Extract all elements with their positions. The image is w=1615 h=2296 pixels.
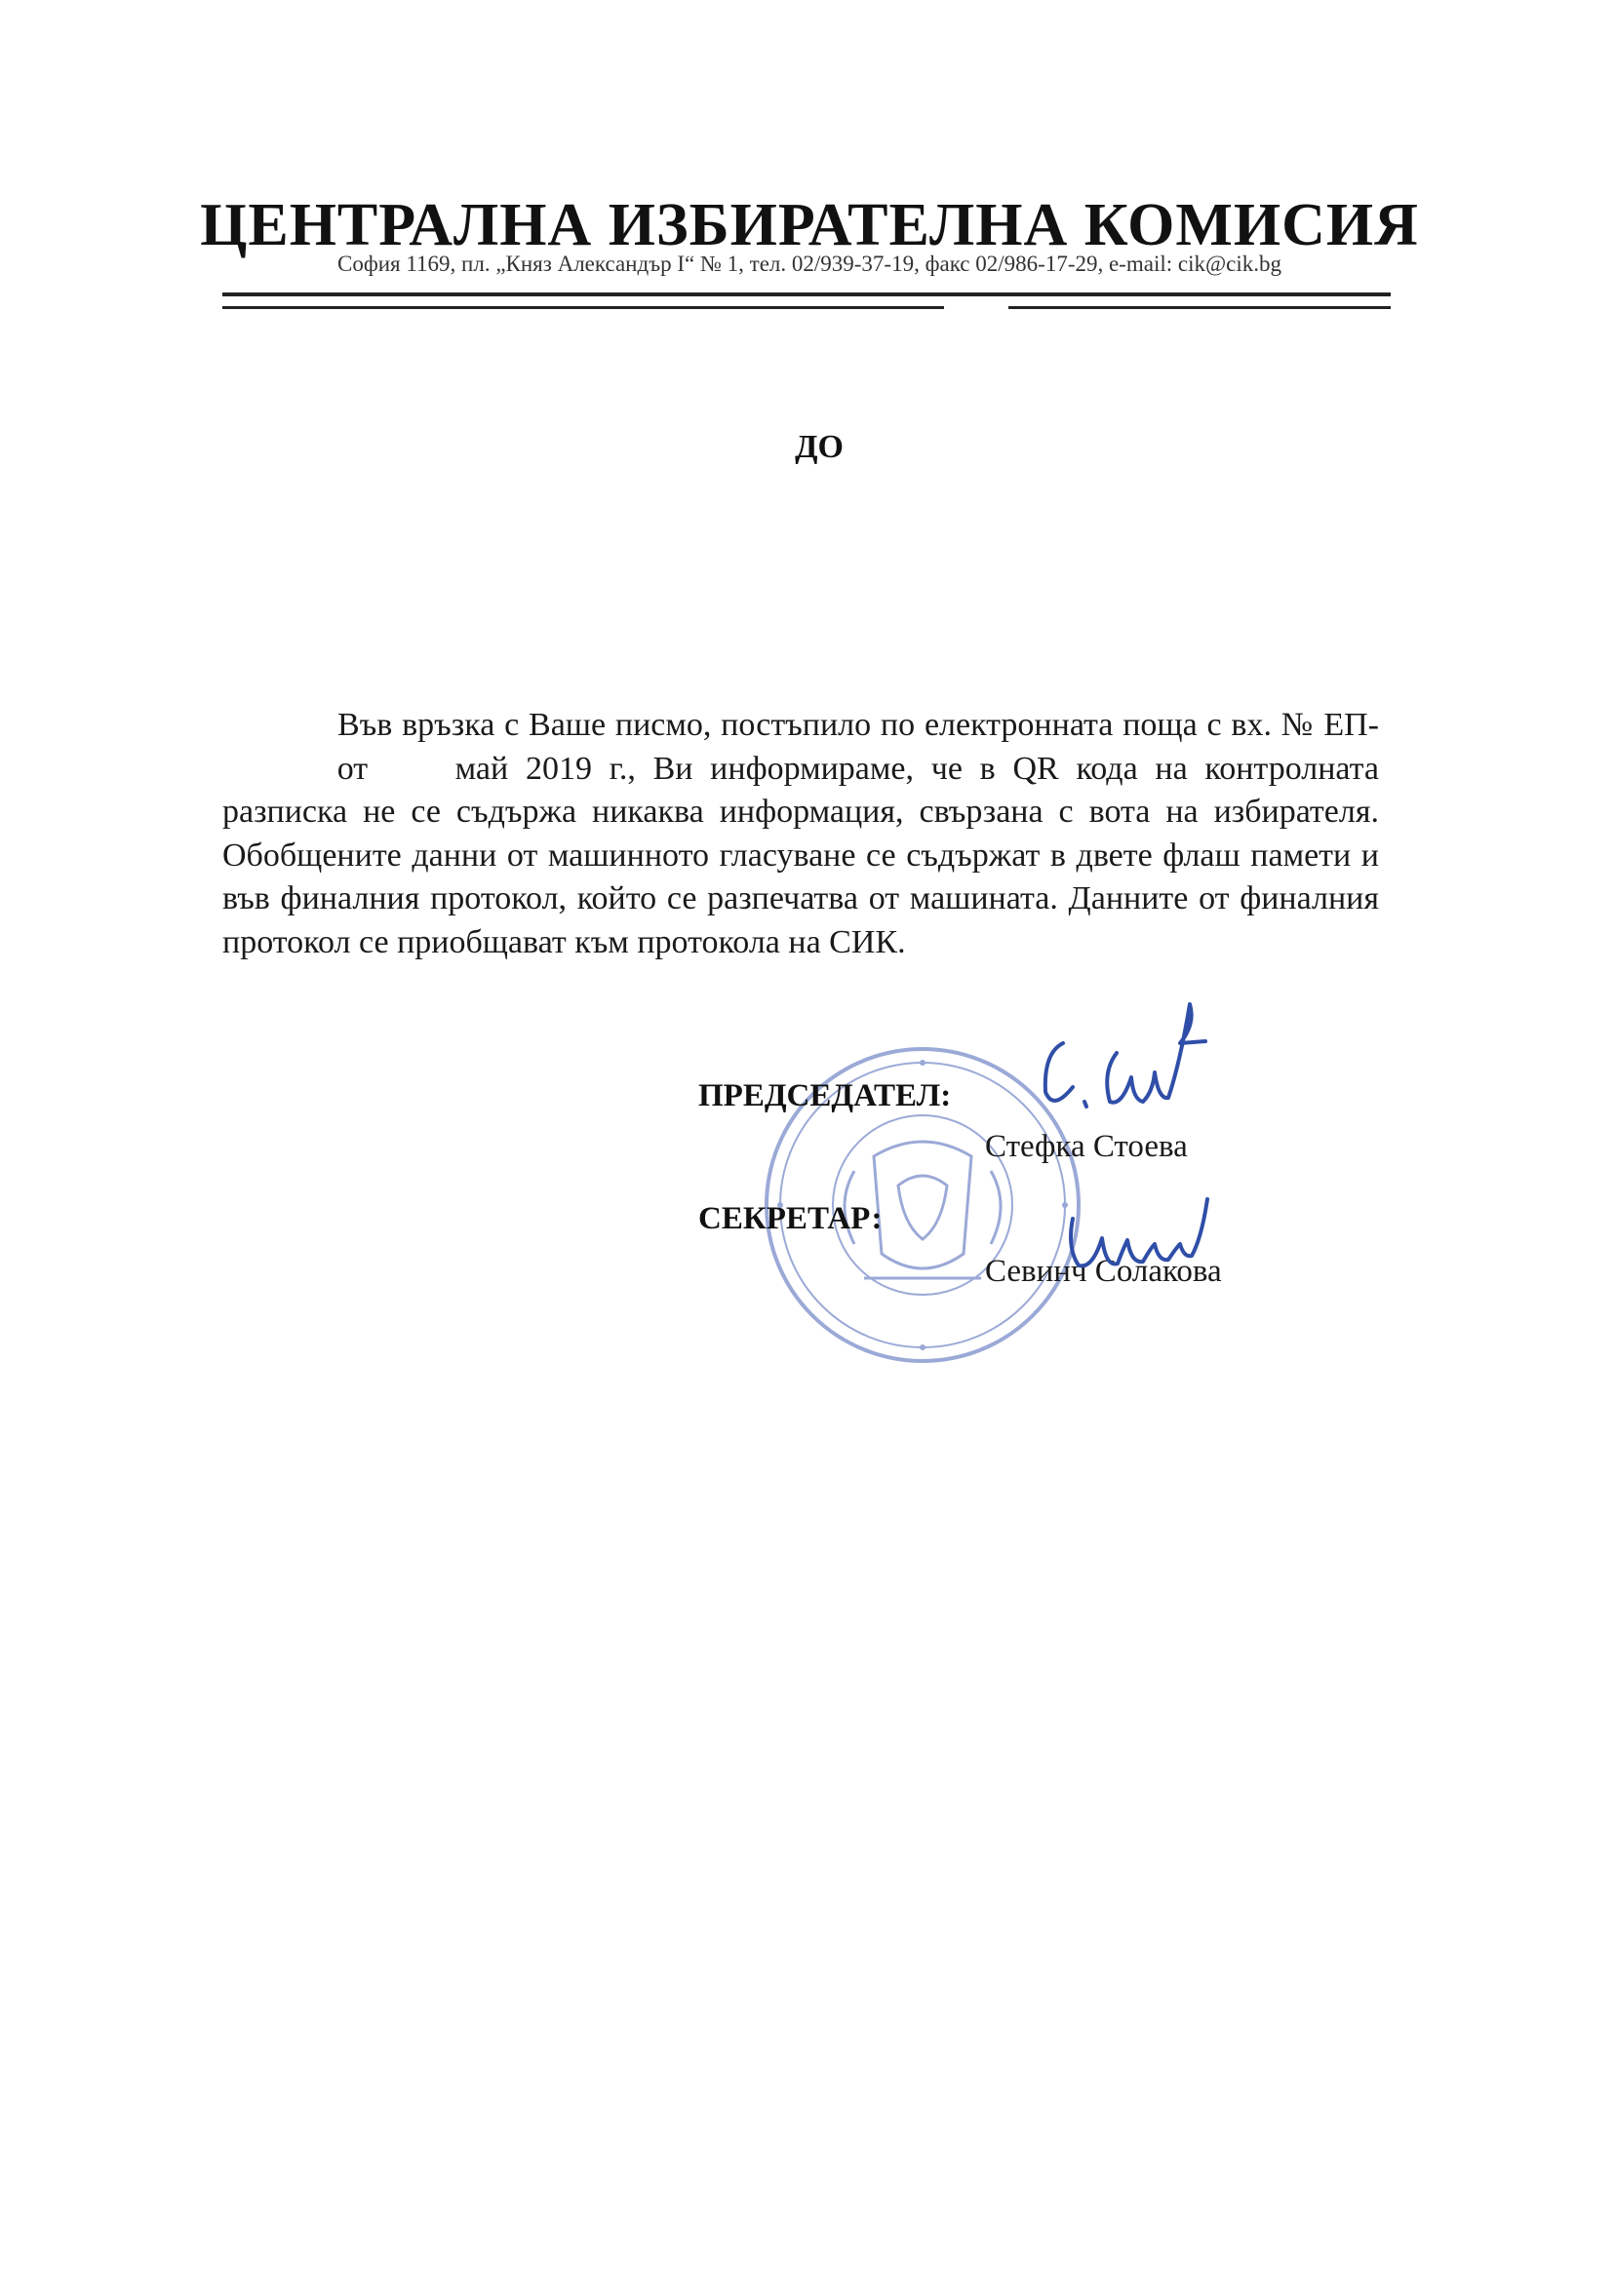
letterhead-rule-bottom-left	[222, 306, 944, 309]
secretary-name: Севинч Солакова	[985, 1254, 1222, 1289]
letterhead-rule-bottom-right	[1008, 306, 1391, 309]
chair-name: Стефка Стоева	[985, 1129, 1188, 1164]
secretary-role-label: СЕКРЕТАР:	[698, 1201, 883, 1236]
letter-text-part-1: Във връзка с Ваше писмо, постъпило по електронната поща с вх. № ЕП-	[337, 707, 1379, 743]
letter-text-part-2: от	[320, 750, 385, 787]
chair-handwritten-signature	[1024, 985, 1219, 1131]
recipient-label: ДО	[795, 429, 844, 465]
letterhead-rule-top	[222, 292, 1391, 296]
letterhead-address: София 1169, пл. „Княз Александър I“ № 1, тел. 02/939-37-19, факс 02/986-17-29, e-mail: cik@cik.bg	[337, 252, 1281, 276]
secretary-handwritten-signature	[1053, 1180, 1239, 1277]
letter-body	[222, 704, 1379, 964]
letter-paragraph	[222, 704, 1379, 964]
chair-role-label: ПРЕДСЕДАТЕЛ:	[698, 1078, 952, 1113]
letter-text-part-3: май 2019 г., Ви информираме, че в QR кода на контролната разписка не се съдържа никаква информация, свързана с вота на избирателя. Обобщените данни от машинното гласуване се съдържат в двете флаш памети и във финалния протокол, който се разпечатва от машината. Данните от финалния протокол се приобщават към протокола на СИК.	[222, 750, 1379, 960]
letterhead-organization-name: ЦЕНТРАЛНА ИЗБИРАТЕЛНА КОМИСИЯ	[200, 192, 1419, 258]
